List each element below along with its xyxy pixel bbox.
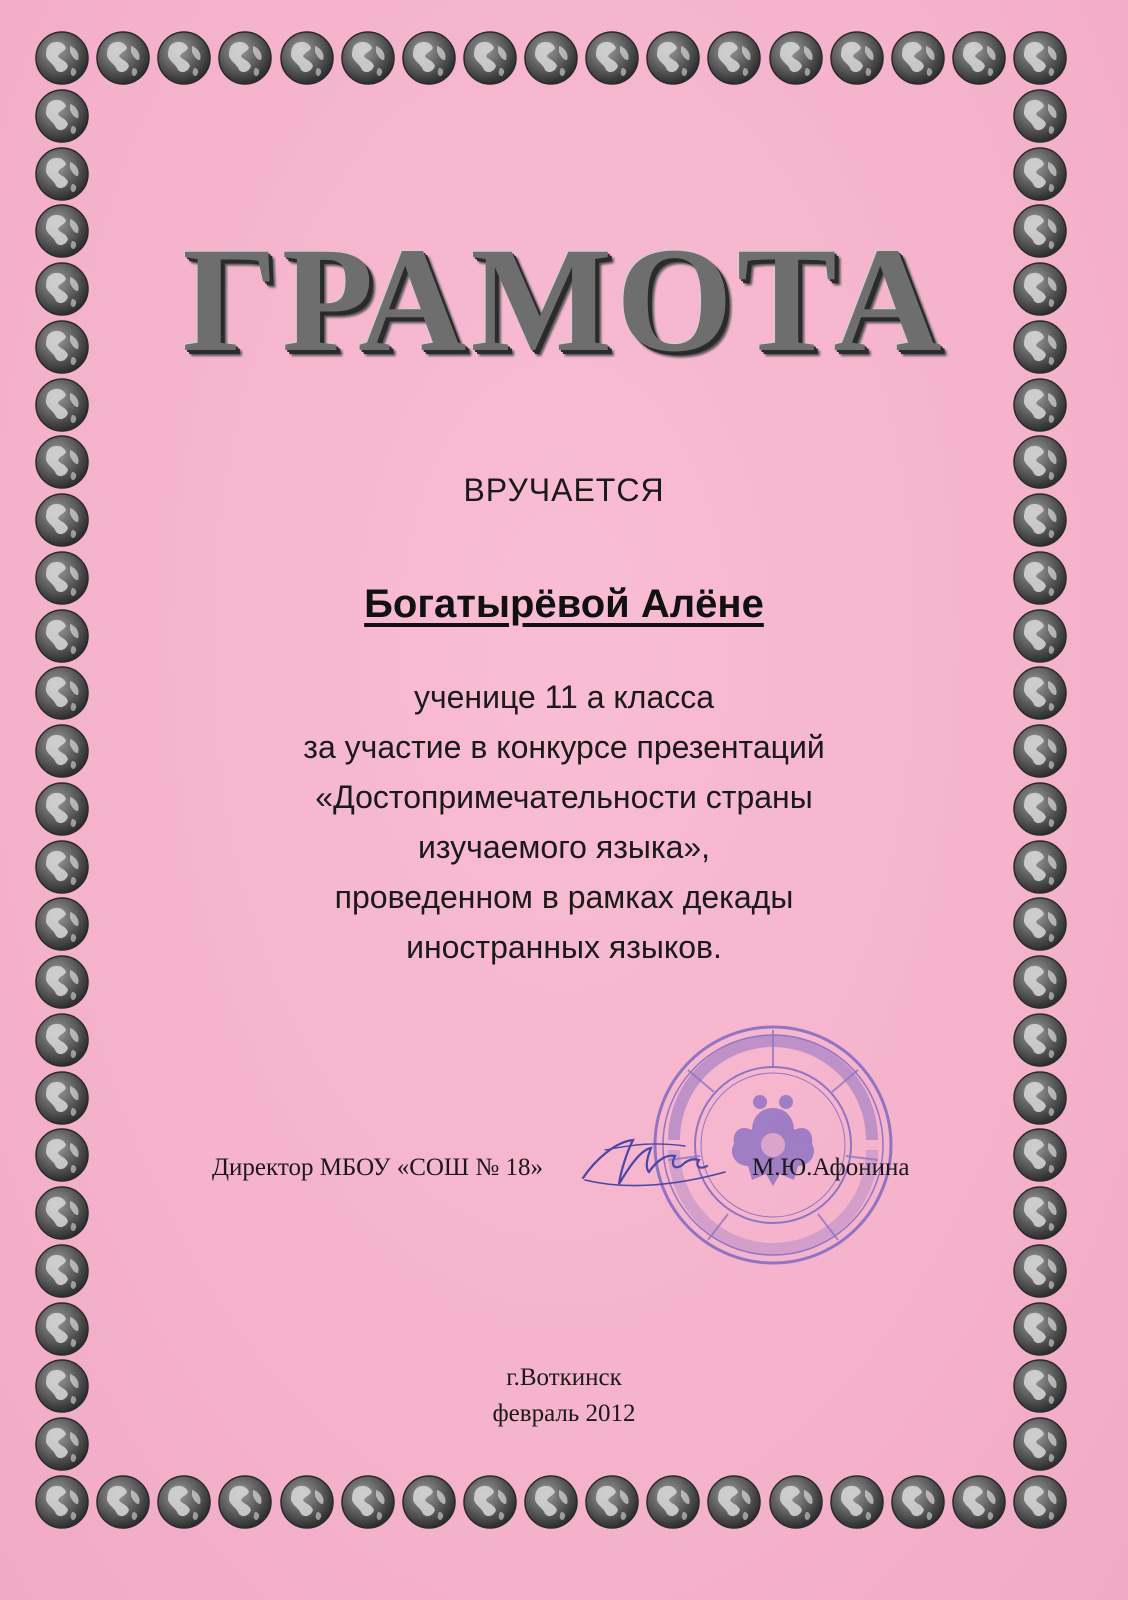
description-line: за участие в конкурсе презентаций <box>303 729 825 765</box>
awarded-label: ВРУЧАЕТСЯ <box>463 472 665 508</box>
globe-icon <box>645 30 701 86</box>
globe-icon <box>1012 1012 1068 1068</box>
globe-icon <box>156 1474 212 1530</box>
globe-icon <box>34 377 90 433</box>
globe-icon <box>34 146 90 202</box>
globe-icon <box>890 30 946 86</box>
globe-icon <box>462 1474 518 1530</box>
globe-icon <box>523 1474 579 1530</box>
globe-icon <box>34 1127 90 1183</box>
globe-icon <box>401 1474 457 1530</box>
globe-icon <box>34 88 90 144</box>
description-line: проведенном в рамках декады <box>334 879 794 915</box>
globe-icon <box>34 1301 90 1357</box>
description-line: «Достопримечательности страны <box>315 779 813 815</box>
globe-icon <box>1012 1301 1068 1357</box>
globe-icon <box>95 1474 151 1530</box>
globe-icon <box>890 1474 946 1530</box>
director-name: М.Ю.Афонина <box>752 1154 910 1181</box>
globe-icon <box>340 1474 396 1530</box>
globe-icon <box>584 1474 640 1530</box>
globe-icon <box>1012 1185 1068 1241</box>
globe-icon <box>1012 30 1068 86</box>
globe-icon <box>1012 1474 1068 1530</box>
globe-icon <box>34 1185 90 1241</box>
globe-icon <box>340 30 396 86</box>
globe-icon <box>95 30 151 86</box>
description-line: изучаемого языка», <box>417 829 711 865</box>
globe-icon <box>1012 88 1068 144</box>
globe-icon <box>279 1474 335 1530</box>
globe-icon <box>829 1474 885 1530</box>
place-and-date <box>0 1360 1128 1432</box>
globe-icon <box>1012 1070 1068 1126</box>
globe-icon <box>523 30 579 86</box>
globe-icon <box>706 30 762 86</box>
globe-icon <box>34 1012 90 1068</box>
globe-icon <box>1012 1127 1068 1183</box>
globe-icon <box>156 30 212 86</box>
certificate-title: ГРАМОТА <box>182 217 946 383</box>
director-signature <box>575 1120 735 1200</box>
city: г.Воткинск <box>506 1364 622 1391</box>
globe-icon <box>34 1243 90 1299</box>
globe-icon <box>462 30 518 86</box>
award-description <box>0 672 1128 972</box>
globe-icon <box>1012 1243 1068 1299</box>
globe-icon <box>1012 377 1068 433</box>
globe-icon <box>217 1474 273 1530</box>
globe-icon <box>951 30 1007 86</box>
issue-date: февраль 2012 <box>492 1400 636 1427</box>
globe-icon <box>768 1474 824 1530</box>
globe-icon <box>645 1474 701 1530</box>
globe-icon <box>768 30 824 86</box>
recipient-name: Богатырёвой Алёне <box>364 582 764 626</box>
globe-icon <box>829 30 885 86</box>
globe-icon <box>217 30 273 86</box>
globe-icon <box>584 30 640 86</box>
globe-icon <box>34 1474 90 1530</box>
globe-icon <box>34 30 90 86</box>
globe-icon <box>951 1474 1007 1530</box>
description-line: иностранных языков. <box>406 929 722 965</box>
globe-icon <box>279 30 335 86</box>
globe-icon <box>401 30 457 86</box>
globe-icon <box>706 1474 762 1530</box>
director-position: Директор МБОУ «СОШ № 18» <box>212 1154 544 1181</box>
globe-icon <box>34 1070 90 1126</box>
description-line: ученице 11 а класса <box>413 679 715 715</box>
globe-icon <box>1012 146 1068 202</box>
